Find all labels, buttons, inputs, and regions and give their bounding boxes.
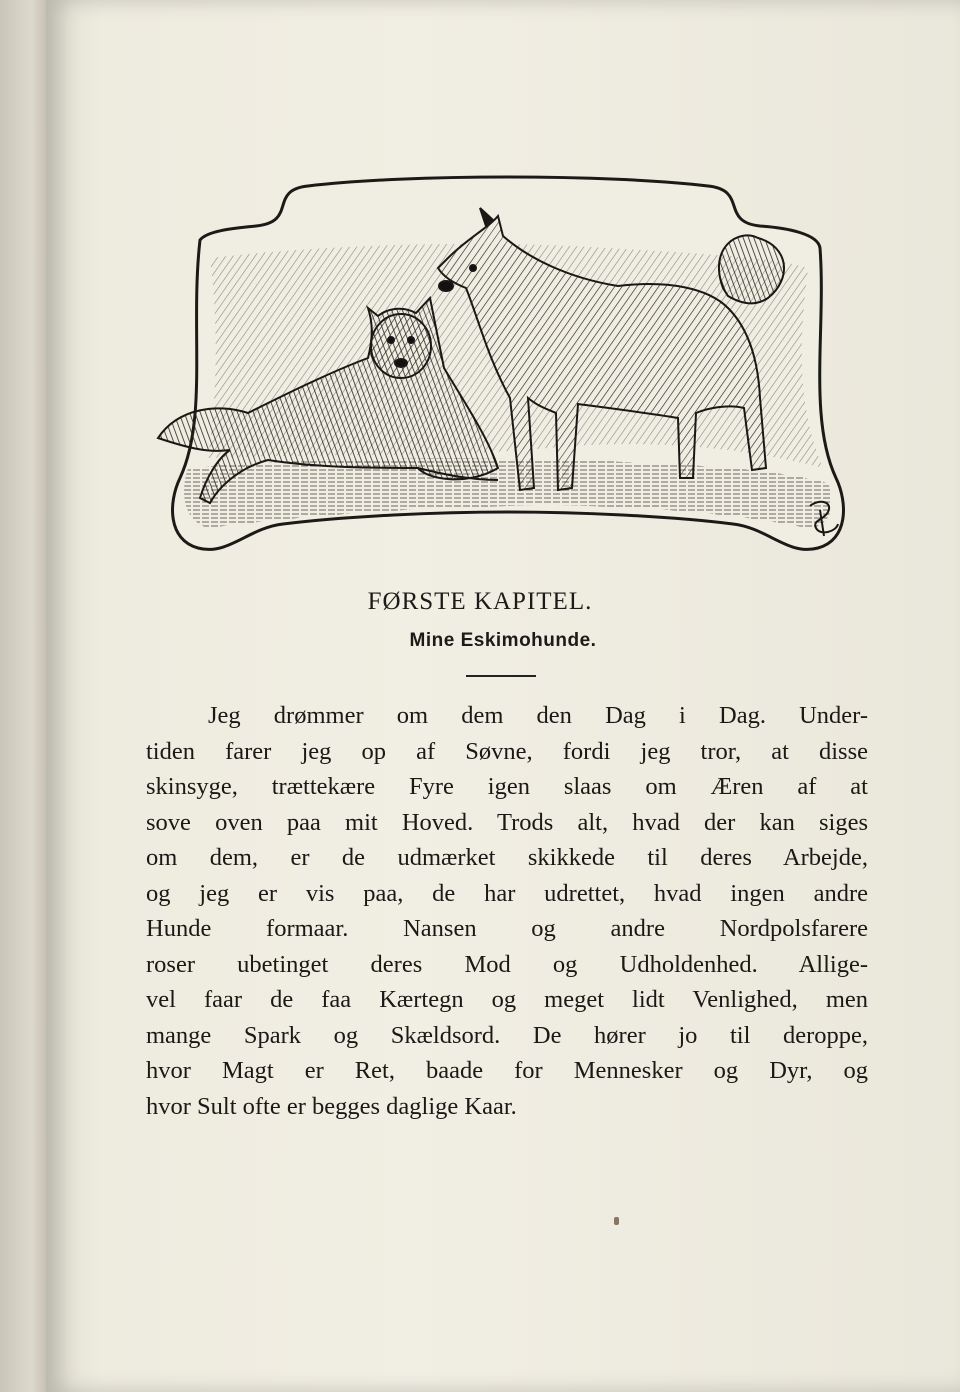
body-paragraph: [146, 698, 868, 1124]
text-line: hvor Sult ofte er begges daglige Kaar.: [146, 1092, 517, 1120]
text-line: Jeg drømmer om dem den Dag i Dag. Under-: [208, 702, 868, 729]
text-line: sove oven paa mit Hoved. Trods alt, hvad der kan siges: [146, 808, 868, 836]
chapter-title: FØRSTE KAPITEL.: [367, 588, 593, 615]
text-line: roser ubetinget deres Mod og Udholdenhed. Allige-: [146, 950, 868, 978]
text-line: vel faar de faa Kærtegn og meget lidt Venlighed, men: [146, 986, 868, 1013]
title-divider: [466, 675, 536, 677]
text-line: skinsyge, trættekære Fyre igen slaas om Æren af at: [146, 773, 868, 800]
dogs-illustration: [148, 168, 868, 553]
text-line: og jeg er vis paa, de har udrettet, hvad ingen andre: [146, 879, 868, 907]
text-line: om dem, er de udmærket skikkede til deres Arbejde,: [146, 844, 868, 871]
text-line: mange Spark og Skældsord. De hører jo til deroppe,: [146, 1021, 868, 1049]
text-line: Hunde formaar. Nansen og andre Nordpolsfarere: [146, 915, 868, 942]
chapter-subtitle: Mine Eskimohunde.: [409, 630, 597, 651]
text-line: hvor Magt er Ret, baade for Mennesker og Dyr, og: [146, 1057, 868, 1084]
text-line: tiden farer jeg op af Søvne, fordi jeg tror, at disse: [146, 737, 868, 765]
page-speck: [614, 1217, 619, 1225]
